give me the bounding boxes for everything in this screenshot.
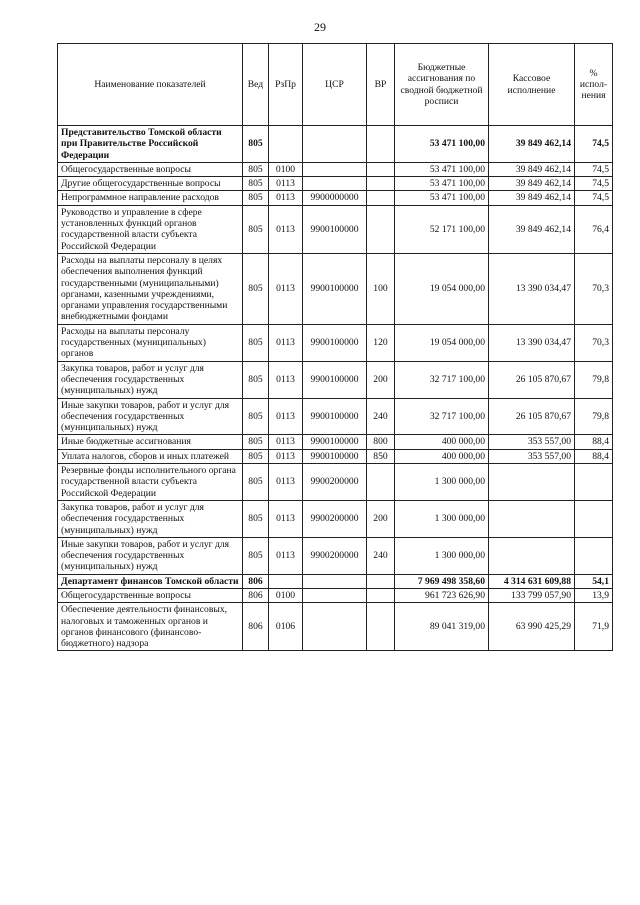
cell-csr	[303, 588, 367, 602]
cell-assigned: 89 041 319,00	[395, 603, 489, 651]
table-row	[58, 324, 613, 361]
cell-pct: 71,9	[575, 603, 613, 651]
table-row	[58, 162, 613, 176]
cell-assigned: 32 717 100,00	[395, 361, 489, 398]
table-row	[58, 449, 613, 463]
cell-rzpr: 0100	[269, 588, 303, 602]
cell-pct	[575, 464, 613, 501]
cell-vr	[367, 603, 395, 651]
cell-csr: 9900200000	[303, 464, 367, 501]
cell-cash: 39 849 462,14	[489, 177, 575, 191]
cell-cash: 39 849 462,14	[489, 126, 575, 163]
cell-assigned: 400 000,00	[395, 435, 489, 449]
cell-cash	[489, 464, 575, 501]
cell-ved: 805	[243, 398, 269, 435]
cell-pct: 54,1	[575, 574, 613, 588]
cell-assigned: 53 471 100,00	[395, 162, 489, 176]
cell-rzpr: 0113	[269, 537, 303, 574]
cell-csr: 9900100000	[303, 398, 367, 435]
table-row	[58, 361, 613, 398]
cell-vr	[367, 162, 395, 176]
table-row	[58, 500, 613, 537]
cell-pct: 74,5	[575, 162, 613, 176]
cell-csr: 9900200000	[303, 537, 367, 574]
cell-name: Общегосударственные вопросы	[58, 588, 243, 602]
cell-ved: 805	[243, 537, 269, 574]
cell-cash: 39 849 462,14	[489, 191, 575, 205]
cell-pct	[575, 537, 613, 574]
cell-name: Резервные фонды исполнительного органа государственной власти субъекта Российской Федерации	[58, 464, 243, 501]
cell-csr: 9900200000	[303, 500, 367, 537]
table-row	[58, 177, 613, 191]
cell-name: Иные закупки товаров, работ и услуг для обеспечения государственных (муниципальных) нужд	[58, 398, 243, 435]
cell-rzpr: 0106	[269, 603, 303, 651]
cell-ved: 805	[243, 449, 269, 463]
header-pct: % испол-нения	[575, 44, 613, 126]
table-row	[58, 191, 613, 205]
cell-assigned: 53 471 100,00	[395, 191, 489, 205]
cell-vr	[367, 588, 395, 602]
cell-rzpr: 0113	[269, 361, 303, 398]
cell-rzpr: 0113	[269, 205, 303, 253]
cell-name: Другие общегосударственные вопросы	[58, 177, 243, 191]
cell-vr: 850	[367, 449, 395, 463]
cell-rzpr: 0113	[269, 191, 303, 205]
cell-ved: 805	[243, 126, 269, 163]
cell-ved: 805	[243, 191, 269, 205]
cell-csr: 9900100000	[303, 435, 367, 449]
cell-name: Расходы на выплаты персоналу в целях обеспечения выполнения функций государственными (муниципальными) органами, казенными учреждениями, органами управления государственными внебюджетными фондами	[58, 253, 243, 324]
cell-ved: 805	[243, 361, 269, 398]
cell-cash: 133 799 057,90	[489, 588, 575, 602]
cell-ved: 806	[243, 603, 269, 651]
header-csr: ЦСР	[303, 44, 367, 126]
cell-csr: 9900100000	[303, 361, 367, 398]
cell-assigned: 1 300 000,00	[395, 464, 489, 501]
cell-assigned: 52 171 100,00	[395, 205, 489, 253]
cell-csr	[303, 574, 367, 588]
cell-name: Иные закупки товаров, работ и услуг для обеспечения государственных (муниципальных) нужд	[58, 537, 243, 574]
cell-rzpr: 0113	[269, 324, 303, 361]
cell-ved: 805	[243, 205, 269, 253]
table-row	[58, 588, 613, 602]
cell-name: Уплата налогов, сборов и иных платежей	[58, 449, 243, 463]
cell-rzpr: 0113	[269, 449, 303, 463]
cell-vr: 120	[367, 324, 395, 361]
header-row	[58, 44, 613, 126]
cell-csr: 9900100000	[303, 205, 367, 253]
cell-name: Представительство Томской области при Правительстве Российской Федерации	[58, 126, 243, 163]
cell-pct: 79,8	[575, 398, 613, 435]
cell-name: Общегосударственные вопросы	[58, 162, 243, 176]
cell-assigned: 19 054 000,00	[395, 253, 489, 324]
cell-vr	[367, 205, 395, 253]
cell-vr: 800	[367, 435, 395, 449]
cell-csr: 9900100000	[303, 449, 367, 463]
table-row	[58, 435, 613, 449]
cell-assigned: 1 300 000,00	[395, 537, 489, 574]
cell-pct: 88,4	[575, 435, 613, 449]
cell-vr	[367, 464, 395, 501]
cell-assigned: 32 717 100,00	[395, 398, 489, 435]
cell-csr	[303, 603, 367, 651]
cell-cash: 4 314 631 609,88	[489, 574, 575, 588]
header-name: Наименование показателей	[58, 44, 243, 126]
cell-ved: 805	[243, 177, 269, 191]
cell-rzpr: 0113	[269, 464, 303, 501]
cell-ved: 806	[243, 574, 269, 588]
cell-ved: 805	[243, 324, 269, 361]
cell-name: Департамент финансов Томской области	[58, 574, 243, 588]
header-ved: Вед	[243, 44, 269, 126]
table-row	[58, 537, 613, 574]
cell-name: Непрограммное направление расходов	[58, 191, 243, 205]
cell-pct: 74,5	[575, 177, 613, 191]
cell-name: Обеспечение деятельности финансовых, налоговых и таможенных органов и органов финансового (финансово-бюджетного) надзора	[58, 603, 243, 651]
cell-cash: 13 390 034,47	[489, 253, 575, 324]
cell-cash: 353 557,00	[489, 449, 575, 463]
cell-rzpr	[269, 574, 303, 588]
cell-cash: 26 105 870,67	[489, 361, 575, 398]
cell-vr	[367, 191, 395, 205]
cell-name: Закупка товаров, работ и услуг для обеспечения государственных (муниципальных) нужд	[58, 361, 243, 398]
header-rzpr: РзПр	[269, 44, 303, 126]
cell-name: Расходы на выплаты персоналу государственных (муниципальных) органов	[58, 324, 243, 361]
cell-cash: 63 990 425,29	[489, 603, 575, 651]
page-number: 29	[314, 20, 326, 34]
cell-vr: 100	[367, 253, 395, 324]
cell-csr: 9900100000	[303, 253, 367, 324]
cell-pct: 70,3	[575, 253, 613, 324]
table-row	[58, 126, 613, 163]
cell-vr: 240	[367, 398, 395, 435]
cell-cash	[489, 537, 575, 574]
cell-vr	[367, 126, 395, 163]
cell-csr	[303, 162, 367, 176]
cell-cash: 13 390 034,47	[489, 324, 575, 361]
cell-vr: 200	[367, 500, 395, 537]
table-row	[58, 464, 613, 501]
cell-assigned: 1 300 000,00	[395, 500, 489, 537]
cell-pct: 74,5	[575, 191, 613, 205]
cell-rzpr: 0113	[269, 435, 303, 449]
table-row	[58, 253, 613, 324]
cell-vr: 240	[367, 537, 395, 574]
cell-ved: 805	[243, 253, 269, 324]
cell-cash: 353 557,00	[489, 435, 575, 449]
cell-pct: 70,3	[575, 324, 613, 361]
cell-pct: 76,4	[575, 205, 613, 253]
cell-csr: 9900100000	[303, 324, 367, 361]
cell-vr	[367, 574, 395, 588]
cell-csr	[303, 177, 367, 191]
cell-name: Иные бюджетные ассигнования	[58, 435, 243, 449]
budget-table	[57, 43, 613, 651]
cell-ved: 805	[243, 435, 269, 449]
cell-rzpr: 0113	[269, 500, 303, 537]
cell-rzpr: 0113	[269, 253, 303, 324]
cell-rzpr	[269, 126, 303, 163]
cell-csr	[303, 126, 367, 163]
cell-ved: 805	[243, 162, 269, 176]
cell-assigned: 53 471 100,00	[395, 126, 489, 163]
cell-ved: 805	[243, 500, 269, 537]
cell-assigned: 19 054 000,00	[395, 324, 489, 361]
cell-cash: 26 105 870,67	[489, 398, 575, 435]
table-row	[58, 205, 613, 253]
table-row	[58, 603, 613, 651]
cell-assigned: 53 471 100,00	[395, 177, 489, 191]
cell-pct: 13,9	[575, 588, 613, 602]
cell-rzpr: 0100	[269, 162, 303, 176]
header-assigned: Бюджетные ассигнования по сводной бюджетной росписи	[395, 44, 489, 126]
table-body	[58, 126, 613, 651]
cell-csr: 9900000000	[303, 191, 367, 205]
table-row	[58, 398, 613, 435]
cell-cash: 39 849 462,14	[489, 162, 575, 176]
cell-ved: 805	[243, 464, 269, 501]
cell-name: Руководство и управление в сфере установленных функций органов государственной власти субъекта Российской Федерации	[58, 205, 243, 253]
cell-assigned: 961 723 626,90	[395, 588, 489, 602]
cell-cash: 39 849 462,14	[489, 205, 575, 253]
header-cash: Кассовое исполнение	[489, 44, 575, 126]
cell-assigned: 7 969 498 358,60	[395, 574, 489, 588]
cell-rzpr: 0113	[269, 398, 303, 435]
cell-rzpr: 0113	[269, 177, 303, 191]
table-row	[58, 574, 613, 588]
cell-pct: 74,5	[575, 126, 613, 163]
cell-pct	[575, 500, 613, 537]
cell-pct: 88,4	[575, 449, 613, 463]
cell-ved: 806	[243, 588, 269, 602]
cell-pct: 79,8	[575, 361, 613, 398]
cell-cash	[489, 500, 575, 537]
cell-vr	[367, 177, 395, 191]
header-vr: ВР	[367, 44, 395, 126]
cell-assigned: 400 000,00	[395, 449, 489, 463]
cell-name: Закупка товаров, работ и услуг для обеспечения государственных (муниципальных) нужд	[58, 500, 243, 537]
cell-vr: 200	[367, 361, 395, 398]
